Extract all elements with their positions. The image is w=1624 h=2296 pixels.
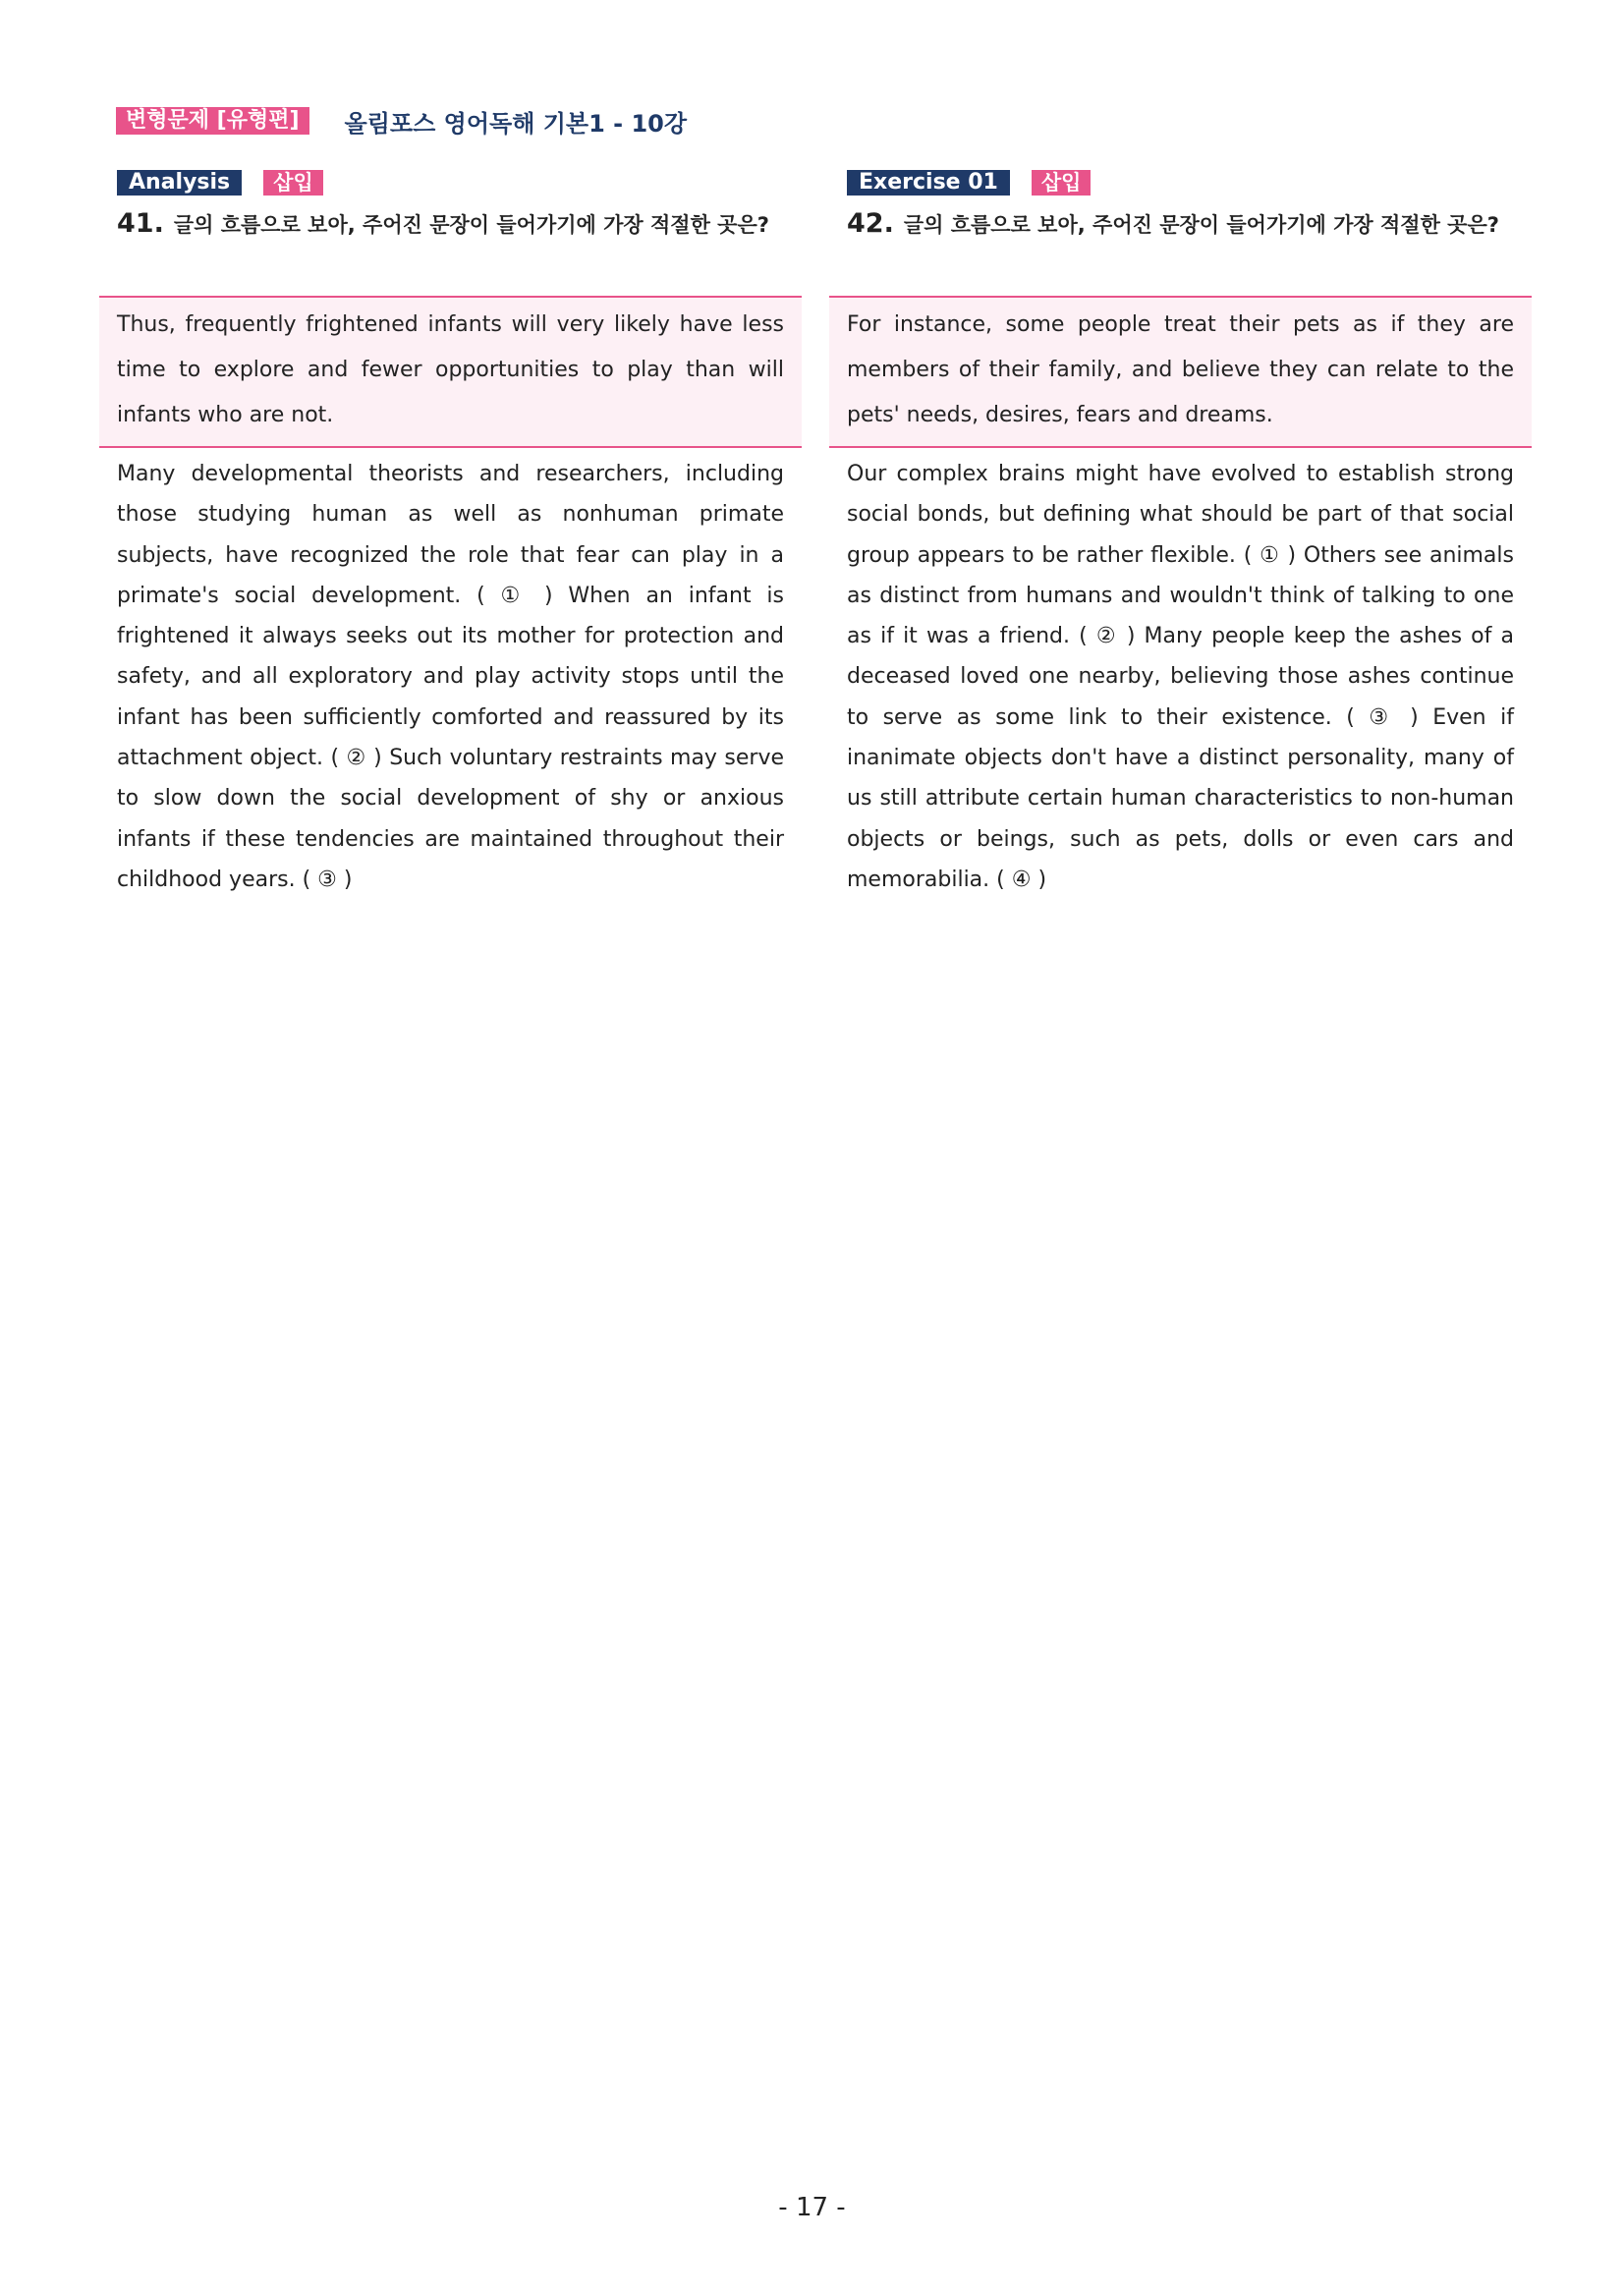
question-number: 41.	[117, 208, 164, 239]
analysis-tag: Analysis	[117, 170, 242, 196]
question-tags	[847, 170, 1532, 196]
question-prompt	[117, 205, 784, 280]
section-tag: 변형문제 [유형편]	[116, 107, 309, 135]
question-number: 42.	[847, 208, 894, 239]
question-text: 글의 흐름으로 보아, 주어진 문장이 들어가기에 가장 적절한 곳은?	[903, 213, 1499, 237]
question-41-column	[99, 170, 802, 900]
given-sentence-box: For instance, some people treat their pets as if they are members of their family, and believe they can relate to the pets' needs, desires, fears and dreams.	[829, 296, 1532, 448]
question-prompt	[847, 205, 1514, 280]
exercise-tag: Exercise 01	[847, 170, 1010, 196]
question-42-column	[829, 170, 1532, 900]
insertion-tag: 삽입	[1032, 170, 1092, 196]
question-tags	[117, 170, 802, 196]
given-sentence-box: Thus, frequently frightened infants will very likely have less time to explore and fewer opportunities to play than will infants who are not.	[99, 296, 802, 448]
page-header	[116, 106, 687, 136]
question-text: 글의 흐름으로 보아, 주어진 문장이 들어가기에 가장 적절한 곳은?	[173, 213, 769, 237]
insertion-tag: 삽입	[263, 170, 323, 196]
reading-passage: Many developmental theorists and researchers, including those studying human as well as nonhuman primate subjects, have recognized the role that fear can play in a primate's social development. ( ① ) When an infant is frightened it always seeks out its mother for protection and safety, and all exploratory and play activity stops until the infant has been sufficiently comforted and reassured by its attachment object. ( ② ) Such voluntary restraints may serve to slow down the social development of shy or anxious infants if these tendencies are maintained throughout their childhood years. ( ③ )	[117, 462, 784, 892]
book-title: 올림포스 영어독해 기본1 - 10강	[344, 109, 688, 138]
reading-passage: Our complex brains might have evolved to establish strong social bonds, but defining what should be part of that social group appears to be rather flexible. ( ① ) Others see animals as distinct from humans and wouldn't think of talking to one as if it was a friend. ( ② ) Many people keep the ashes of a deceased loved one nearby, believing those ashes continue to serve as some link to their existence. ( ③ ) Even if inanimate objects don't have a distinct personality, many of us still attribute certain human characteristics to non-human objects or beings, such as pets, dolls or even cars and memorabilia. ( ④ )	[847, 462, 1514, 892]
page-number: - 17 -	[778, 2193, 846, 2222]
